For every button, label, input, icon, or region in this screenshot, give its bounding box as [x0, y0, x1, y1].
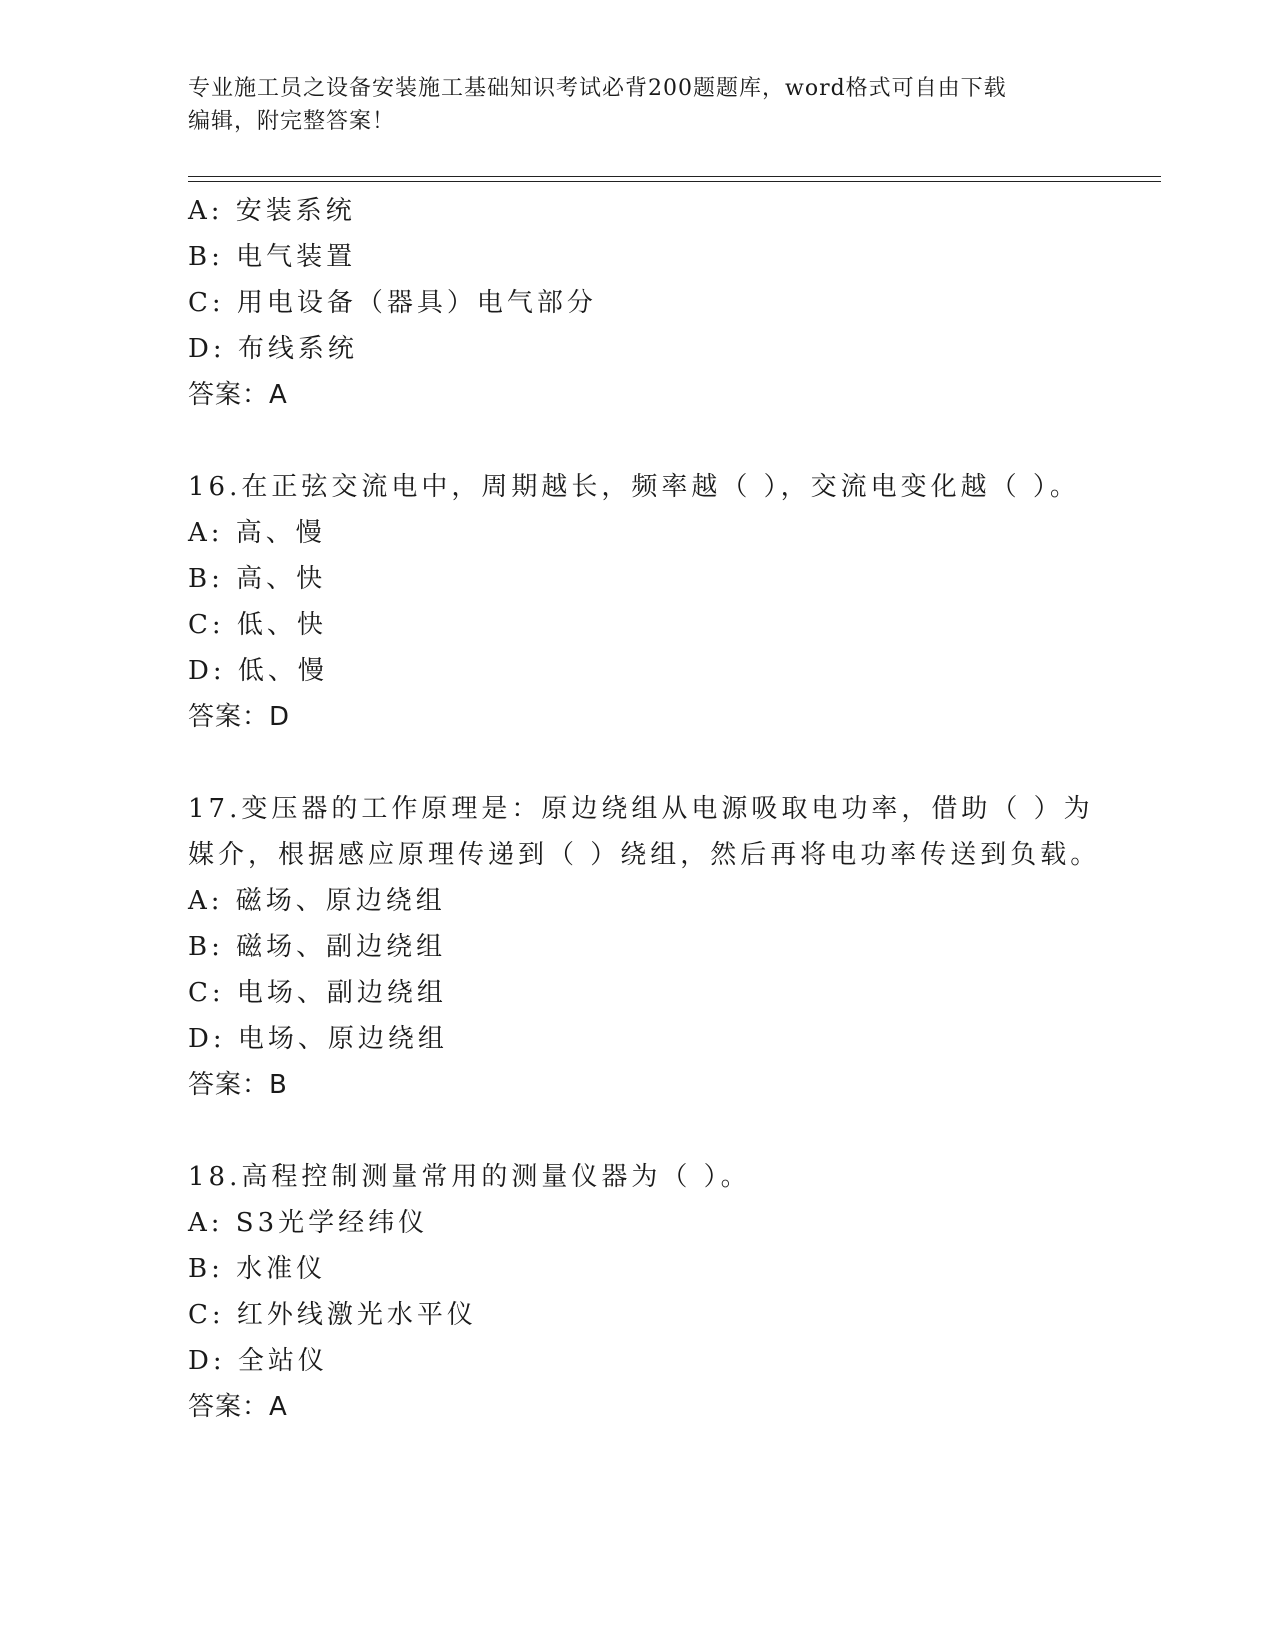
option-c: C: 低、快 [188, 610, 327, 640]
spacer [188, 740, 1088, 786]
answer: 答案：B [188, 1070, 288, 1100]
option-d: D: 电场、原边绕组 [188, 1024, 448, 1054]
option-a: A: 磁场、原边绕组 [188, 886, 446, 916]
option-c: C: 红外线激光水平仪 [188, 1300, 477, 1330]
header-line-2: 编辑，附完整答案！ [188, 109, 396, 134]
question-17 [188, 786, 1101, 1108]
question-text-line-2: 媒介，根据感应原理传递到（ ）绕组，然后再将电功率传送到负载。 [188, 840, 1101, 870]
option-d: D: 低、慢 [188, 656, 328, 686]
option-b: B: 磁场、副边绕组 [188, 932, 447, 962]
option-d: D: 全站仪 [188, 1346, 328, 1376]
option-d: D: 布线系统 [188, 334, 358, 364]
document-header [188, 72, 1088, 138]
question-15 [188, 188, 1088, 418]
question-list [188, 188, 1101, 1430]
option-b: B: 高、快 [188, 564, 327, 594]
option-a: A: 安装系统 [188, 196, 356, 226]
option-a: A: 高、慢 [188, 518, 326, 548]
answer: 答案：A [188, 1392, 288, 1422]
header-divider-bottom [188, 181, 1161, 182]
option-a: A: S3光学经纬仪 [188, 1208, 429, 1238]
spacer [188, 418, 1088, 464]
header-divider-top [188, 176, 1161, 177]
question-18 [188, 1154, 1088, 1430]
answer: 答案：D [188, 702, 291, 732]
answer: 答案：A [188, 380, 288, 410]
option-c: C: 用电设备（器具）电气部分 [188, 288, 597, 318]
header-line-1: 专业施工员之设备安装施工基础知识考试必背200题题库，word格式可自由下载 [188, 76, 1007, 101]
option-b: B: 水准仪 [188, 1254, 327, 1284]
question-16 [188, 464, 1088, 740]
spacer [188, 1108, 1088, 1154]
option-c: C: 电场、副边绕组 [188, 978, 447, 1008]
question-text: 16.在正弦交流电中，周期越长，频率越（ ），交流电变化越（ ）。 [188, 472, 1080, 502]
option-b: B: 电气装置 [188, 242, 357, 272]
question-text: 18.高程控制测量常用的测量仪器为（ ）。 [188, 1162, 751, 1192]
question-text-line-1: 17.变压器的工作原理是：原边绕组从电源吸取电功率，借助（ ）为 [188, 794, 1094, 824]
